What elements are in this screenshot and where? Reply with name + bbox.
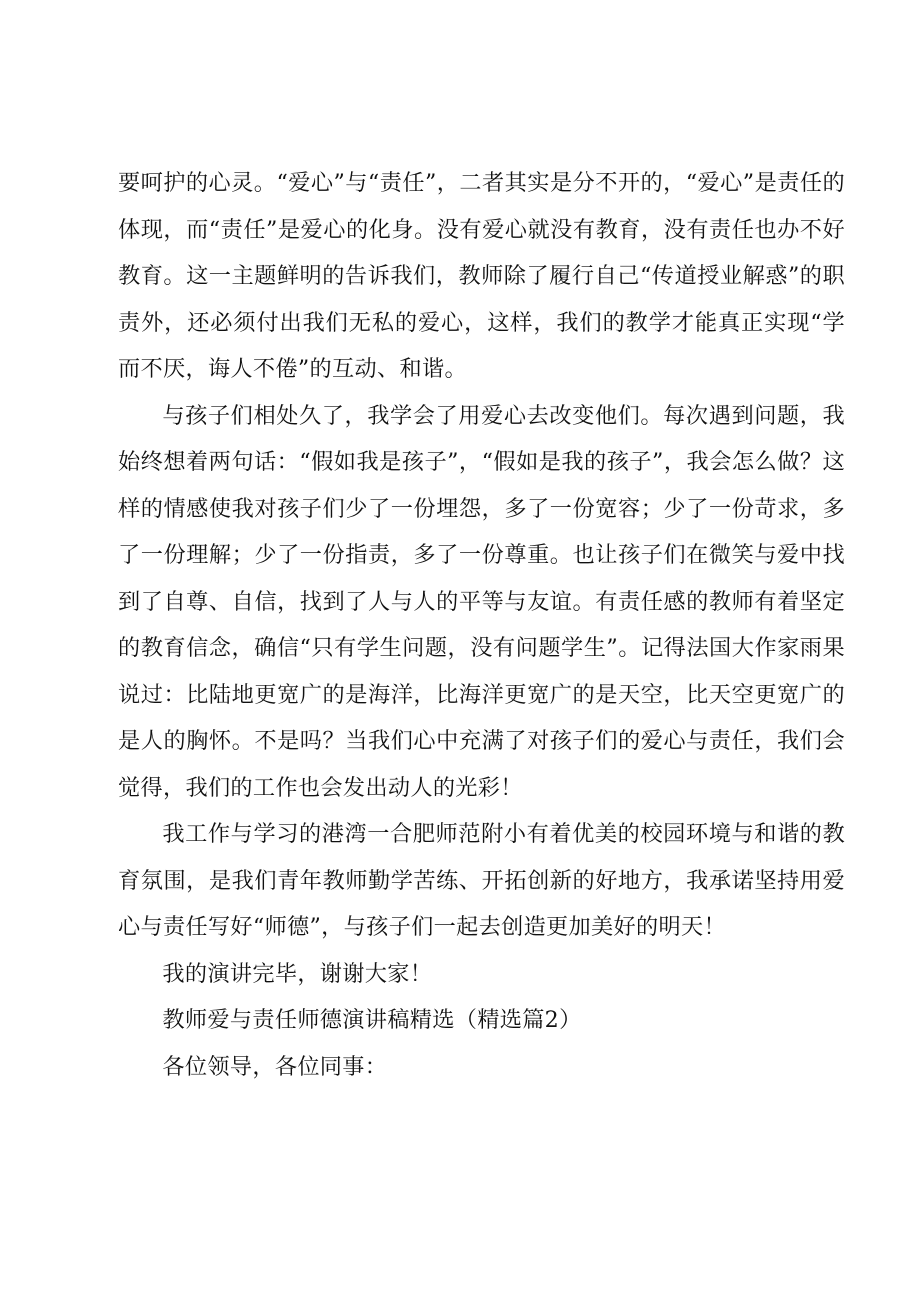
paragraph-continuation: 要呵护的心灵。“爱心”与“责任”，二者其实是分不开的，“爱心”是责任的体现，而“责任”是爱心的化身。没有爱心就没有教育，没有责任也办不好教育。这一主题鲜明的告诉我们，教师除了履行自己“传道授业解惑”的职责外，还必须付出我们无私的爱心，这样，我们的教学才能真正实现“学而不厌，诲人不倦”的互动、和谐。 bbox=[118, 170, 845, 382]
section-title: 教师爱与责任师德演讲稿精选（精选篇2） bbox=[162, 1007, 582, 1033]
paragraph-school: 我工作与学习的港湾一合肥师范附小有着优美的校园环境与和谐的教育氛围，是我们青年教师勤学苦练、开拓创新的好地方，我承诺坚持用爱心与责任写好“师德”，与孩子们一起去创造更加美好的明天！ bbox=[118, 821, 845, 940]
salutation: 各位领导，各位同事： bbox=[162, 1053, 388, 1080]
paragraph-closing: 我的演讲完毕，谢谢大家！ bbox=[162, 960, 433, 987]
document-body bbox=[118, 160, 845, 1090]
paragraph-children: 与孩子们相处久了，我学会了用爱心去改变他们。每次遇到问题，我始终想着两句话：“假如我是孩子”，“假如是我的孩子”，我会怎么做？这样的情感使我对孩子们少了一份埋怨，多了一份宽容；少了一份苛求，多了一份理解；少了一份指责，多了一份尊重。也让孩子们在微笑与爱中找到了自尊、自信，找到了人与人的平等与友谊。有责任感的教师有着坚定的教育信念，确信“只有学生问题，没有问题学生”。记得法国大作家雨果说过：比陆地更宽广的是海洋，比海洋更宽广的是天空，比天空更宽广的是人的胸怀。不是吗？当我们心中充满了对孩子们的爱心与责任，我们会觉得，我们的工作也会发出动人的光彩！ bbox=[118, 402, 845, 801]
